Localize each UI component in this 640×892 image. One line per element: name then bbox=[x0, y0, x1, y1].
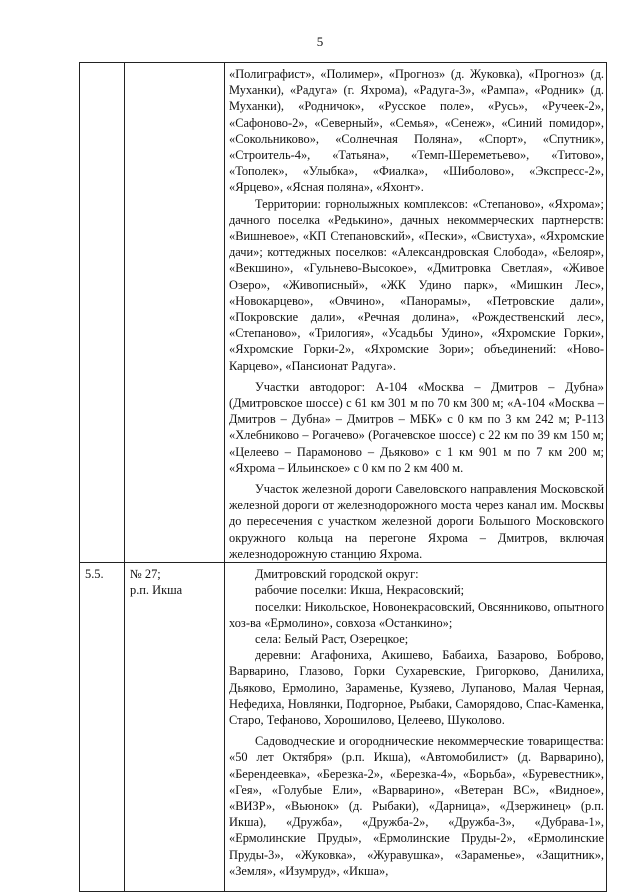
row-number-cell bbox=[80, 563, 125, 892]
row-name bbox=[125, 63, 224, 66]
railway-paragraph: Участок железной дороги Савеловского направления Московской железной дороги от железнодорожного моста через канал им. Москвы до пересечения с участком железной дороги Большого Московского окружного кольца на перегоне Яхрома – Дмитров, включая железнодорожную станцию Яхрома. bbox=[229, 482, 604, 561]
district-number: № 27; bbox=[130, 567, 161, 582]
villages-derevni: деревни: Агафониха, Акишево, Бабаиха, Базарово, Боброво, Варварино, Глазово, Горки Сухаревские, Григорково, Данилиха, Дьяково, Ермолино, Зараменье, Кузяево, Лупаново, Малая Черная, Нефедиха, Новлянки, Подгорное, Рыбаки, Саморядово, Спас-Каменка, Старо, Тефаново, Хорошилово, Целеево, Шуколово. bbox=[229, 648, 604, 727]
territories-paragraph: Территории: горнолыжных комплексов: «Степаново», «Яхрома»; дачного поселка «Редькино», дачных некоммерческих партнерств: «Вишневое», «КП Степановский», «Пески», «Свистуха», «Яхромские дачи»; коттеджных поселков: «Александровская Слобода», «Белояр», «Векшино», «Гульнево-Высокое», «Дмитровка Светлая», «Живое Озеро», «Живописный», «ЖК Удино парк», «Мишкин Лес», «Новокарцево», «Овчино», «Панорамы», «Петровские дали», «Покровские дали», «Речная долина», «Рождественский лес», «Степаново», «Трилогия», «Усадьбы Удино», «Яхромские Горки», «Яхромские Горки-2», «Яхромские Зори»; объединений: «Ново-Карцево», «Пансионат Радуга». bbox=[229, 196, 604, 373]
snt-list-continued: «Полиграфист», «Полимер», «Прогноз» (д. Жуковка), «Прогноз» (д. Муханки), «Радуга» (г. Яхрома), «Радуга-3», «Рампа», «Родник» (д. Муханки), «Родничок», «Русское поле», «Русь», «Ручеек-2», «Сафоново-2», «Северный», «Семья», «Сенеж», «Синий помидор», «Сокольниково», «Солнечная Поляна», «Спорт», «Спутник», «Строитель-4», «Татьяна», «Темп-Шереметьево», «Титово», «Тополек», «Улыбка», «Фиалка», «Шиболово», «Экспресс-2», «Ярцево», «Ясная поляна», «Яхонт». bbox=[229, 67, 604, 195]
settlements: поселки: Никольское, Новонекрасовский, Овсянниково, опытного хоз-ва «Ермолино», совхоза «Останкино»; bbox=[229, 599, 604, 630]
row-number-cell bbox=[80, 63, 125, 563]
roads-paragraph: Участки автодорог: А-104 «Москва – Дмитров – Дубна» (Дмитровское шоссе) с 61 км 301 м по 70 км 300 м; «А-104 «Москва – Дмитров – Дубна» – Дмитров – МБК» с 0 км по 3 км 242 м; Р-113 «Хлебниково – Рогачево» (Рогачевское шоссе) с 22 км по 39 км 150 м; «Целеево – Парамоново – Дьяково» с 1 км 901 м по 7 км 200 м; «Яхрома – Ильинское» с 0 км по 2 км 400 м. bbox=[229, 379, 604, 475]
row-name-cell bbox=[125, 63, 225, 563]
page-number: 5 bbox=[316, 34, 324, 49]
territory-table bbox=[79, 62, 607, 892]
row-description-cell bbox=[225, 563, 607, 892]
snt-list: Садоводческие и огороднические некоммерческие товарищества: «50 лет Октября» (р.п. Икша), «Автомобилист» (д. Варварино), «Берендеевка», «Березка-2», «Березка-4», «Борьба», «Буревестник», «Гея», «Голубые Ели», «Варварино», «Ветеран ВС», «Видное», «ВИЗР», «Вьюнок» (д. Рыбаки), «Дарница», «Дзержинец» (р.п. Икша), «Дружба», «Дружба-2», «Дружба-3», «Дубрава-1», «Ермолинские Пруды», «Ермолинские Пруды-2», «Ермолинские Пруды-3», «Жуковка», «Журавушка», «Зараменье», «Защитник», «Земля», «Изумруд», «Икша», bbox=[229, 734, 604, 878]
row-number bbox=[80, 63, 124, 66]
district-heading: Дмитровский городской округ: bbox=[255, 567, 419, 582]
row-name-cell bbox=[125, 563, 225, 892]
table-row-continued bbox=[80, 63, 607, 563]
row-number: 5.5. bbox=[85, 567, 104, 582]
table-row-5-5 bbox=[80, 563, 607, 892]
work-settlements: рабочие поселки: Икша, Некрасовский; bbox=[255, 583, 465, 598]
district-center: р.п. Икша bbox=[130, 583, 183, 598]
row-description-cell bbox=[225, 63, 607, 563]
villages-selo: села: Белый Раст, Озерецкое; bbox=[255, 631, 409, 646]
